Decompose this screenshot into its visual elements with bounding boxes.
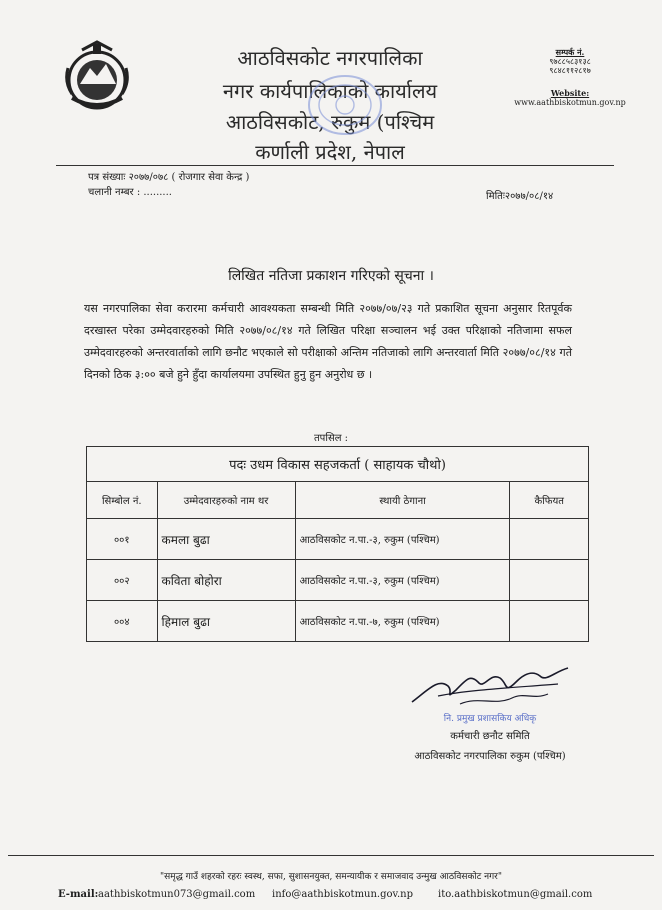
row-remarks <box>510 519 589 560</box>
post-row <box>87 447 589 482</box>
row-symbol: ००२ <box>87 560 158 601</box>
header-address: स्थायी ठेगाना <box>295 482 510 519</box>
letter-number: पत्र संख्याः २०७७/०७८ ( रोजगार सेवा केन्द्र ) <box>88 172 250 183</box>
website-label: Website: <box>550 88 590 98</box>
footer-slogan: "समृद्ध गाउँ शहरको रहरः स्वस्थ, सफा, सुशासनयुक्त, समन्यायीक र समाजवाद उन्मुख आठविसकोट नगर" <box>160 872 502 882</box>
row-symbol: ००१ <box>87 519 158 560</box>
row-symbol: ००४ <box>87 601 158 642</box>
officer-stamp: नि. प्रमुख प्रशासकिय अधिकृ <box>443 714 537 724</box>
contact-block <box>500 48 640 107</box>
email-1[interactable]: aathbiskotmun073@gmail.com <box>98 889 256 900</box>
office-name-line2: नगर कार्यपालिकाको कार्यालय <box>222 79 438 103</box>
office-address: आठविसकोट नगरपालिका रुकुम (पश्चिम) <box>414 751 566 762</box>
tapsil-label: तपसिल : <box>313 433 349 444</box>
letter-date: मितिः२०७७/०८/१४ <box>486 191 554 202</box>
row-address: आठविसकोट न.पा.-३, रुकुम (पश्चिम) <box>295 560 510 601</box>
header-divider <box>56 165 614 166</box>
email-3[interactable]: ito.aathbiskotmun@gmail.com <box>438 889 593 900</box>
row-remarks <box>510 601 589 642</box>
contact-phone-2: ९८४८११२८१७ <box>549 66 591 75</box>
row-address: आठविसकोट न.पा.-३, रुकुम (पश्चिम) <box>295 519 510 560</box>
email-2[interactable]: info@aathbiskotmun.gov.np <box>272 889 414 900</box>
office-name-line1: आठविसकोट नगरपालिका <box>237 46 423 70</box>
website-link[interactable]: www.aathbiskotmun.gov.np <box>514 98 626 107</box>
table-row <box>87 560 589 601</box>
contact-phone-1: ९७८८५८३१३८ <box>549 57 591 66</box>
notice-body: यस नगरपालिका सेवा करारमा कर्मचारी आवश्यकता सम्बन्धी मिति २०७७/०७/२३ गते प्रकाशित सूचना अनुसार रितपूर्वक दरखास्त परेका उम्मेदवारहरुको मिति २०७७/०८/१४ गते लिखित परिक्षा सञ्चालन भई उक्त परिक्षाको नतिजामा सफल उम्मेदवारहरुको अन्तरवार्ताको लागि छनौट भएकाले सो परीक्षाको अन्तिम नतिजाको लागि अन्तरवार्ता मिति २०७७/०८/१४ गते दिनको ठिक ३:०० बजे हुने हुँदा कार्यालयमा उपस्थित हुनु हुन अनुरोध छ । <box>84 302 572 381</box>
handwritten-signature <box>408 660 573 710</box>
row-name: कविता बोहोरा <box>157 560 295 601</box>
results-table <box>86 446 589 642</box>
office-name-line4: कर्णाली प्रदेश, नेपाल <box>255 140 405 164</box>
office-seal-icon <box>305 72 385 138</box>
dispatch-number: चलानी नम्बर : ......... <box>88 187 172 198</box>
header-name: उम्मेदवारहरुको नाम थर <box>157 482 295 519</box>
post-title: पदः उधम विकास सहजकर्ता ( साहायक चौथो) <box>87 447 589 482</box>
contact-title: सम्पर्क नं. <box>555 47 585 57</box>
row-name: हिमाल बुढा <box>157 601 295 642</box>
committee-name: कर्मचारी छनौट समिति <box>450 731 530 742</box>
email-label: E-mail: <box>58 889 99 900</box>
table-header-row <box>87 482 589 519</box>
office-name-line3: आठविसकोट, रुकुम (पश्चिम <box>225 110 435 134</box>
header-remarks: कैफियत <box>510 482 589 519</box>
header-symbol: सिम्बोल नं. <box>87 482 158 519</box>
table-row <box>87 601 589 642</box>
row-name: कमला बुढा <box>157 519 295 560</box>
footer-divider <box>8 855 654 856</box>
row-remarks <box>510 560 589 601</box>
table-row <box>87 519 589 560</box>
row-address: आठविसकोट न.पा.-७, रुकुम (पश्चिम) <box>295 601 510 642</box>
nepal-emblem-icon <box>62 38 132 114</box>
notice-title: लिखित नतिजा प्रकाशन गरिएको सूचना । <box>228 268 434 284</box>
